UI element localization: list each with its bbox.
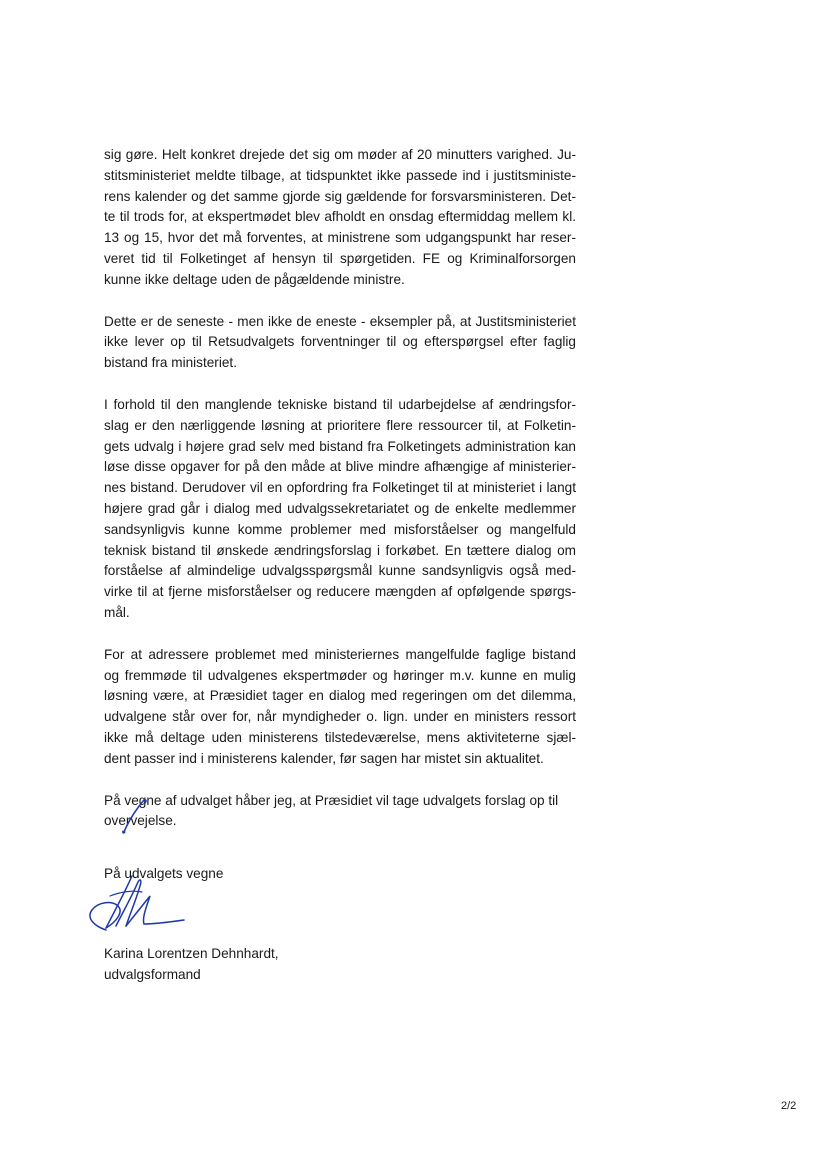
- signer-name: Karina Lorentzen Dehnhardt,: [104, 946, 279, 961]
- paragraph-line: sandsynligvis kunne komme problemer med misforståelser og mangelfuld: [104, 521, 576, 537]
- paragraph-line: virke til at fjerne misforståelser og reducere mængden af opfølgende spørgs-: [104, 584, 576, 600]
- handwritten-initial-mark: [116, 796, 156, 836]
- paragraph-line: slag er den nærliggende løsning at prioritere flere ressourcer til, at Folketin-: [104, 417, 576, 433]
- paragraph-line: gets udvalg i højere grad selv med bistand fra Folketingets administration kan: [104, 438, 576, 454]
- paragraph-line: te til trods for, at ekspertmødet blev afholdt en onsdag eftermiddag mellem kl.: [104, 209, 576, 225]
- paragraph-line: nes bistand. Derudover vil en opfordring fra Folketinget til at ministeriet i langt: [104, 480, 576, 496]
- paragraph-line: veret tid til Folketinget af hensyn til spørgetiden. FE og Kriminalforsorgen: [104, 250, 576, 266]
- paragraph-5: [104, 791, 576, 833]
- paragraph-line: udvalgene står over for, når myndigheder o. lign. under en ministers ressort: [104, 709, 576, 725]
- paragraph-1: [104, 145, 576, 291]
- paragraph-line: bistand fra ministeriet.: [104, 355, 237, 371]
- paragraph-line: højere grad går i dialog med udvalgssekretariatet og de enkelte medlemmer: [104, 500, 576, 516]
- handwritten-signature: [80, 866, 190, 938]
- paragraph-line: dent passer ind i ministerens kalender, før sagen har mistet sin aktualitet.: [104, 750, 544, 766]
- paragraph-line: sig gøre. Helt konkret drejede det sig om møder af 20 minutters varighed. Ju-: [104, 147, 576, 162]
- paragraph-line: I forhold til den manglende tekniske bistand til udarbejdelse af ændringsfor-: [104, 396, 576, 412]
- signer-title: udvalgsformand: [104, 966, 201, 982]
- paragraph-line: løse disse opgaver for på den måde at blive mindre afhængige af ministerier-: [104, 459, 576, 475]
- paragraph-line: overvejelse.: [104, 813, 177, 829]
- letter-body: [104, 145, 576, 832]
- page-number: 2/2: [781, 1100, 797, 1112]
- paragraph-line: På vegne af udvalget håber jeg, at Præsidiet vil tage udvalgets forslag op til: [104, 792, 559, 808]
- paragraph-line: For at adressere problemet med ministeriernes mangelfulde faglige bistand: [104, 646, 576, 662]
- paragraph-line: ikke lever op til Retsudvalgets forventninger til og efterspørgsel efter faglig: [104, 334, 576, 350]
- paragraph-line: forståelse af almindelige udvalgsspørgsmål kunne sandsynligvis også med-: [104, 563, 576, 579]
- paragraph-line: Dette er de seneste - men ikke de eneste - eksempler på, at Justitsministeriet: [104, 313, 576, 329]
- paragraph-line: ikke må deltage uden ministerens tilstedeværelse, mens aktiviteterne sjæl-: [104, 729, 576, 745]
- signer-block: [104, 944, 279, 986]
- paragraph-line: og fremmøde til udvalgenes ekspertmøder og høringer m.v. kunne en mulig: [104, 667, 576, 683]
- paragraph-line: 13 og 15, hvor det må forventes, at ministrene som udgangspunkt har reser-: [104, 230, 576, 246]
- paragraph-3: [104, 395, 576, 624]
- paragraph-line: mål.: [104, 604, 130, 620]
- paragraph-line: løsning være, at Præsidiet tager en dialog med regeringen om det dilemma,: [104, 688, 576, 704]
- closing-phrase: På udvalgets vegne: [104, 866, 224, 881]
- paragraph-line: teknisk bistand til ønskede ændringsforslag i forkøbet. En tættere dialog om: [104, 542, 576, 558]
- paragraph-4: [104, 645, 576, 770]
- paragraph-line: stitsministeriet meldte tilbage, at tidspunktet ikke passede ind i justitsministe-: [104, 167, 576, 183]
- paragraph-2: [104, 312, 576, 374]
- paragraph-line: kunne ikke deltage uden de pågældende ministre.: [104, 271, 405, 287]
- paragraph-line: rens kalender og det samme gjorde sig gældende for forsvarsministeren. Det-: [104, 188, 576, 204]
